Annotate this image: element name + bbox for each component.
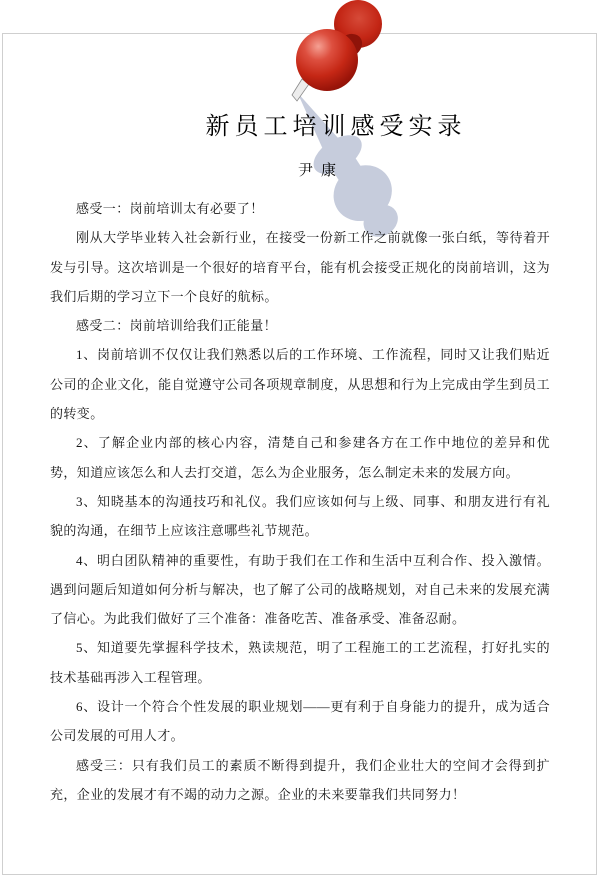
paragraph: 刚从大学毕业转入社会新行业，在接受一份新工作之前就像一张白纸，等待着开发与引导。这次培训是一个很好的培育平台，能有机会接受正规化的岗前培训，这为我们后期的学习立下一个良好的航标。 [50, 230, 550, 304]
section-heading-2: 感受二：岗前培训给我们正能量！ [76, 318, 278, 334]
section-heading-3: 感受三：只有我们员工的素质不断得到提升，我们企业壮大的空间才会得到扩充，企业的发展才有不竭的动力之源。企业的未来要靠我们共同努力！ [50, 757, 550, 802]
paragraph: 3、知晓基本的沟通技巧和礼仪。我们应该如何与上级、同事、和朋友进行有礼貌的沟通，在细节上应该注意哪些礼节规范。 [50, 493, 550, 539]
paragraph: 2、了解企业内部的核心内容，清楚自己和参建各方在工作中地位的差异和优势，知道应该怎么和人去打交道，怎么为企业服务，怎么制定未来的发展方向。 [50, 435, 550, 480]
paragraph: 4、明白团队精神的重要性，有助于我们在工作和生活中互利合作、投入激情。遇到问题后知道如何分析与解决，也了解了公司的战略规划，对自己未来的发展充满了信心。为此我们做好了三个准备：准备吃苦、准备承受、准备忍耐。 [50, 552, 550, 627]
document-body [50, 194, 550, 809]
paragraph: 1、岗前培训不仅仅让我们熟悉以后的工作环境、工作流程，同时又让我们贴近公司的企业文化，能自觉遵守公司各项规章制度，从思想和行为上完成由学生到员工的转变。 [50, 347, 550, 422]
paragraph: 5、知道要先掌握科学技术，熟读规范，明了工程施工的工艺流程，打好扎实的技术基础再涉入工程管理。 [50, 640, 550, 685]
document-content [50, 0, 550, 882]
paragraph: 6、设计一个符合个性发展的职业规划——更有利于自身能力的提升，成为适合公司发展的可用人才。 [50, 699, 550, 744]
author-name: 尹康 [297, 163, 344, 179]
document-title: 新员工培训感受实录 [205, 114, 467, 140]
section-heading-1: 感受一：岗前培训太有必要了！ [76, 201, 264, 216]
